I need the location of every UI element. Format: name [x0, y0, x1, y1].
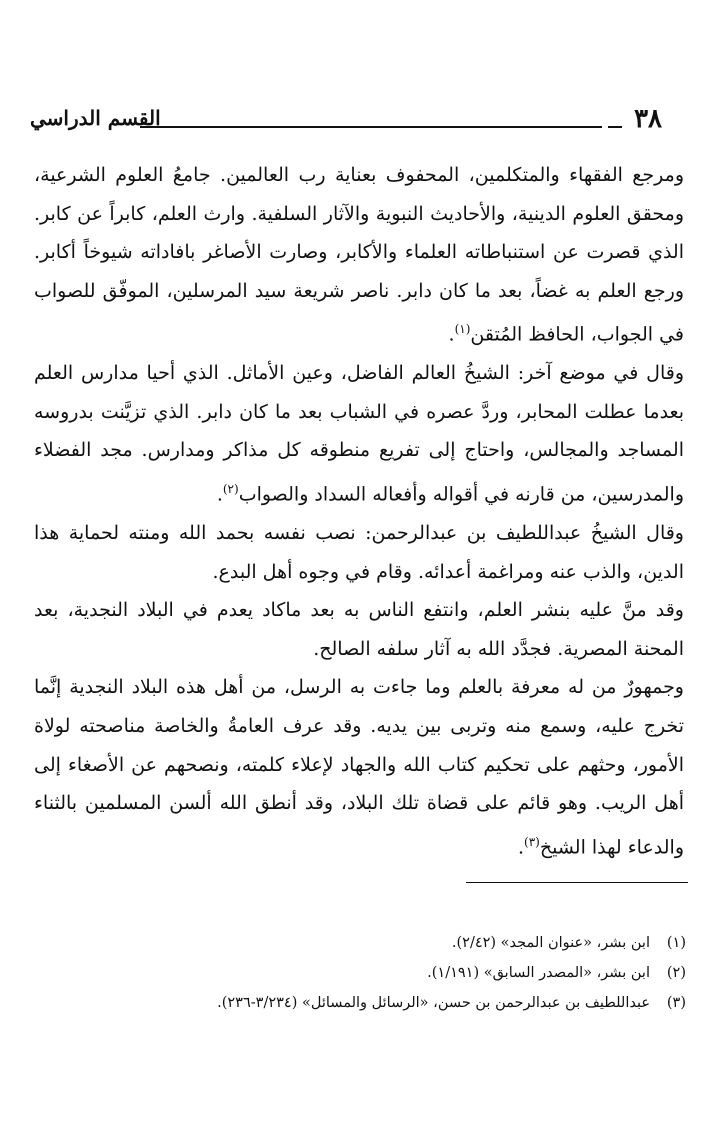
main-text: [34, 156, 684, 867]
paragraph: وقد منَّ عليه بنشر العلم، وانتفع الناس به بعد ماكاد يعدم في البلاد النجدية، بعد المحنة المصرية. فجدَّد الله به آثار سلفه الصالح.: [34, 599, 684, 660]
footnote-ref[interactable]: (١): [454, 322, 471, 337]
paragraph: وقال في موضع آخر: الشيخُ العالم الفاضل، وعين الأماثل. الذي أحيا مدارس العلم بعدما عطلت المحابر، وردَّ عصره في الشباب بعد ما كان دابر. الذي تزيَّنت بدروسه المساجد والمجالس، واحتاج إلى تفريع منطوقه كل مذاكر ومدارس. مجد الفضلاء والمدرسين، من قارنه في أقواله وأفعاله السداد والصواب$^{(٢)}$.: [34, 362, 684, 506]
footnotes: [36, 928, 686, 1018]
page-number: ٣٨: [634, 104, 662, 134]
header-rule: [140, 126, 602, 128]
paragraph: وقال الشيخُ عبداللطيف بن عبدالرحمن: نصب نفسه بحمد الله ومنته لحماية هذا الدين، والذب عنه ومراغمة أعدائه. وقام في وجوه أهل البدع.: [34, 522, 684, 583]
running-header: [30, 104, 662, 134]
footnote: (٣) عبداللطيف بن عبدالرحمن بن حسن، «الرسائل والمسائل» (٣/٢٣٤-٢٣٦).: [217, 995, 686, 1011]
footnote: (٢) ابن بشر، «المصدر السابق» (١/١٩١).: [427, 965, 686, 981]
paragraph: ومرجع الفقهاء والمتكلمين، المحفوف بعناية رب العالمين. جامعُ العلوم الشرعية، ومحقق العلوم الدينية، والأحاديث النبوية والآثار السلفية. وارث العلم، كابراً عن كابر. الذي قصرت عن استنباطاته العلماء والأكابر، وصارت الأصاغر بافاداته شيوخاً أكابر. ورجع العلم به غضاً، بعد ما كان دابر. ناصر شريعة سيد المرسلين، الموفّق للصواب في الجواب، الحافظ المُتقن$^{(١)}$.: [34, 164, 684, 346]
footnote-separator: [466, 882, 688, 883]
footnote-ref[interactable]: (٢): [222, 482, 239, 497]
footnote-ref[interactable]: (٣): [524, 834, 540, 849]
footnote: (١) ابن بشر، «عنوان المجد» (٢/٤٢).: [451, 935, 686, 951]
paragraph: وجمهورٌ من له معرفة بالعلم وما جاءت به الرسل، من أهل هذه البلاد النجدية إنَّما تخرج عليه، وسمع منه وتربى بين يديه. وقد عرف العامةُ والخاصة مناصحته لولاة الأمور، وحثهم على تحكيم كتاب الله والجهاد لإعلاء كلمته، ونصحهم عن الأصغاء إلى أهل الريب. وهو قائم على قضاة تلك البلاد، وقد أنطق الله ألسن المسلمين بالثناء والدعاء لهذا الشيخ$^{(٣)}$.: [34, 676, 684, 859]
section-title: القسم الدراسي: [30, 106, 161, 130]
header-dash: [608, 126, 622, 128]
